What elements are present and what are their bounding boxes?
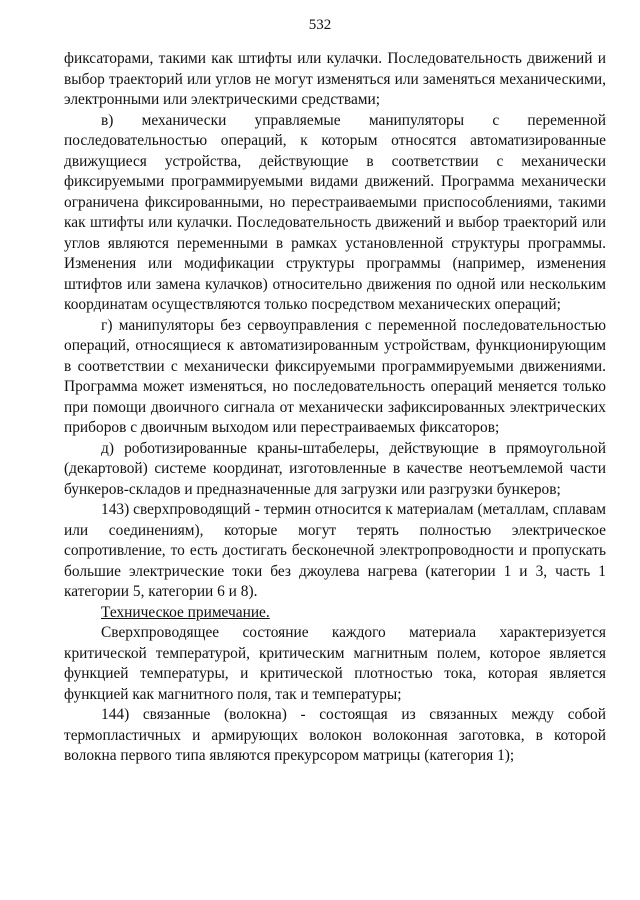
paragraph-item-g: г) манипуляторы без сервоуправления с переменной последовательностью операций, относящиеся к автоматизированным устройствам, функционирующим в соответствии с механически фиксируемыми программируемыми движениями. Программа может изменяться, но последовательность операций меняется только при помощи двоичного сигнала от механически зафиксированных электрических приборов с двоичным выходом или перестраиваемых фиксаторов; (64, 316, 606, 436)
technical-note-heading-text: Техническое примечание. (101, 603, 270, 621)
page-number: 532 (308, 17, 332, 33)
technical-note-heading (64, 603, 606, 624)
technical-note-text: Сверхпроводящее состояние каждого материала характеризуется критической температурой, критическим магнитным полем, которое является функцией температуры, и критической плотностью тока, которая является функцией как магнитного поля, так и температуры; (64, 624, 606, 703)
paragraph-item-d: д) роботизированные краны-штабелеры, действующие в прямоугольной (декартовой) системе координат, изготовленные в качестве неотъемлемой части бункеров-складов и предназначенные для загрузки или разгрузки бункеров; (64, 439, 606, 498)
page-body (64, 49, 606, 767)
paragraph-term-143: 143) сверхпроводящий - термин относится к материалам (металлам, сплавам или соединениям), которые могут терять полностью электрическое сопротивление, то есть достигать бесконечной электропроводности и пропускать большие электрические токи без джоулева нагрева (категории 1 и 3, часть 1 категории 5, категории 6 и 8). (64, 501, 606, 600)
paragraph-item-v: в) механически управляемые манипуляторы с переменной последовательностью операций, к которым относятся автоматизированные движущиеся устройства, действующие в соответствии с механически фиксируемыми программируемыми видами движений. Программа механически ограничена фиксированными, но перестраиваемыми приспособлениями, такими как штифты или кулачки. Последовательность движений и выбор траекторий или углов являются переменными в рамках установленной структуры программы. Изменения или модификации структуры программы (например, изменения штифтов или замена кулачков) относительно движения по одной или нескольким координатам осуществляются только посредством механических операций; (64, 111, 606, 313)
paragraph-continuation: фиксаторами, такими как штифты или кулачки. Последовательность движений и выбор траекторий или углов не могут изменяться или заменяться механическими, электронными или электрическими средствами; (64, 50, 606, 108)
paragraph-term-144: 144) связанные (волокна) - состоящая из связанных между собой термопластичных и армирующих волокон волоконная заготовка, в которой волокна первого типа являются прекурсором матрицы (категория 1); (64, 706, 606, 764)
